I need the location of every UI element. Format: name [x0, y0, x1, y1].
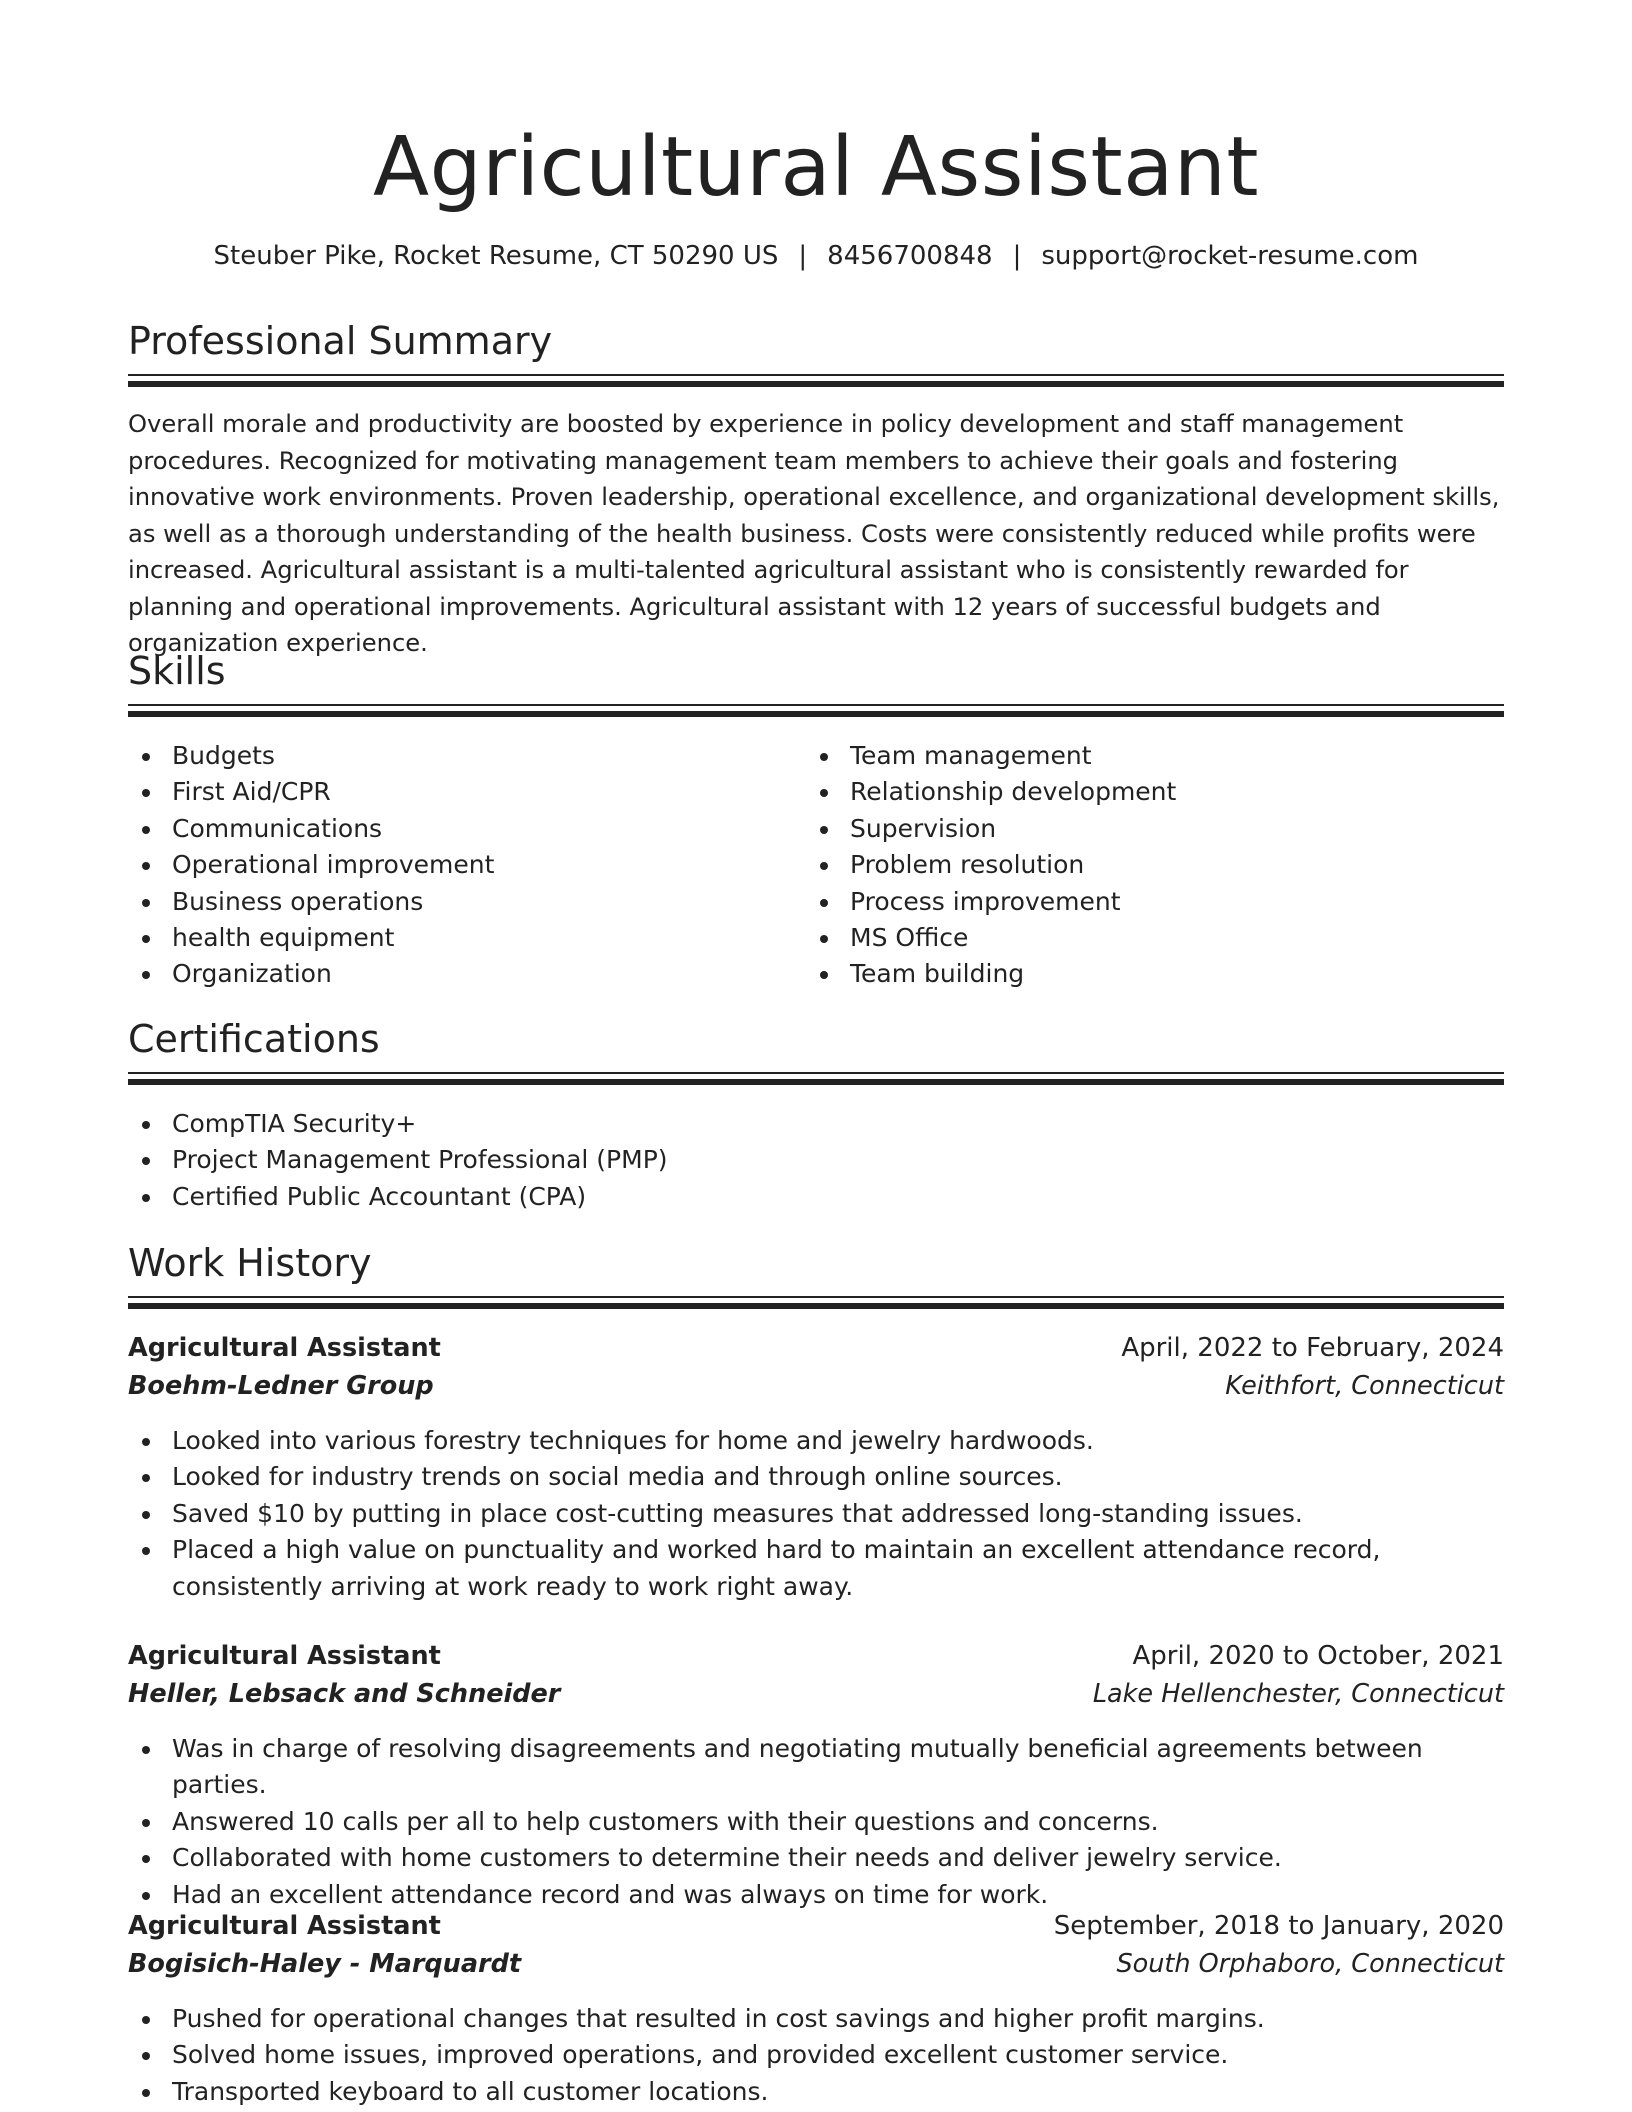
- section-title-summary: Professional Summary: [128, 319, 553, 363]
- job-company: Bogisich-Haley - Marquardt: [128, 1949, 522, 1979]
- skill-item: Team building: [806, 956, 1486, 992]
- certification-item: Project Management Professional (PMP): [128, 1142, 1504, 1178]
- section-divider: [128, 1296, 1504, 1309]
- contact-address: Steuber Pike, Rocket Resume, CT 50290 US: [213, 241, 779, 271]
- skill-item: Business operations: [128, 884, 788, 920]
- skill-item: Operational improvement: [128, 847, 788, 883]
- certification-item: Certified Public Accountant (CPA): [128, 1179, 1504, 1215]
- contact-phone: 8456700848: [827, 241, 993, 271]
- skill-item: Process improvement: [806, 884, 1486, 920]
- contact-email: support@rocket-resume.com: [1041, 241, 1419, 271]
- section-title-skills: Skills: [128, 649, 226, 693]
- job-company: Heller, Lebsack and Schneider: [128, 1679, 561, 1709]
- job-location: Lake Hellenchester, Connecticut: [1092, 1679, 1504, 1709]
- job-bullet: Solved home issues, improved operations, and provided excellent customer service.: [128, 2037, 1504, 2073]
- job-location: Keithfort, Connecticut: [1225, 1371, 1504, 1401]
- skill-item: Organization: [128, 956, 788, 992]
- certification-item: CompTIA Security+: [128, 1106, 1504, 1142]
- job-dates: April, 2022 to February, 2024: [1121, 1333, 1504, 1363]
- certifications-list: [128, 1106, 1504, 1215]
- skill-item: Communications: [128, 811, 788, 847]
- job-bullet: Had an excellent attendance record and was always on time for work.: [128, 1877, 1504, 1913]
- job-dates: September, 2018 to January, 2020: [1053, 1911, 1504, 1941]
- contact-separator: |: [798, 241, 808, 271]
- job-bullet: Pushed for operational changes that resulted in cost savings and higher profit margins.: [128, 2001, 1504, 2037]
- skill-item: Team management: [806, 738, 1486, 774]
- skill-item: Budgets: [128, 738, 788, 774]
- skill-item: Relationship development: [806, 774, 1486, 810]
- job-bullets: [128, 2001, 1504, 2110]
- job-bullet: Collaborated with home customers to determine their needs and deliver jewelry service.: [128, 1840, 1504, 1876]
- job-title: Agricultural Assistant: [128, 1911, 441, 1941]
- job-bullet: Transported keyboard to all customer locations.: [128, 2074, 1504, 2110]
- job-bullet: Looked into various forestry techniques for home and jewelry hardwoods.: [128, 1423, 1504, 1459]
- skill-item: Problem resolution: [806, 847, 1486, 883]
- job-title: Agricultural Assistant: [128, 1333, 441, 1363]
- section-divider: [128, 374, 1504, 387]
- job-bullet: Was in charge of resolving disagreements and negotiating mutually beneficial agreements between parties.: [128, 1731, 1504, 1804]
- skill-item: MS Office: [806, 920, 1486, 956]
- section-title-certifications: Certifications: [128, 1017, 380, 1061]
- summary-text: Overall morale and productivity are boosted by experience in policy development and staff management procedures. Recognized for motivating management team members to achieve their goals and fostering innovative work environments. Proven leadership, operational excellence, and organizational development skills, as well as a thorough understanding of the health business. Costs were consistently reduced while profits were increased. Agricultural assistant is a multi-talented agricultural assistant who is consistently rewarded for planning and operational improvements. Agricultural assistant with 12 years of successful budgets and organization experience.: [128, 410, 1500, 657]
- contact-separator: |: [1012, 241, 1022, 271]
- resume-name: Agricultural Assistant: [373, 120, 1259, 215]
- job-company: Boehm-Ledner Group: [128, 1371, 434, 1401]
- job-bullets: [128, 1731, 1504, 1913]
- job-bullet: Answered 10 calls per all to help customers with their questions and concerns.: [128, 1804, 1504, 1840]
- job-dates: April, 2020 to October, 2021: [1132, 1641, 1504, 1671]
- job-title: Agricultural Assistant: [128, 1641, 441, 1671]
- section-title-work-history: Work History: [128, 1241, 372, 1285]
- section-divider: [128, 704, 1504, 717]
- skills-list-right: [806, 738, 1486, 993]
- skill-item: Supervision: [806, 811, 1486, 847]
- section-divider: [128, 1072, 1504, 1085]
- job-bullet: Placed a high value on punctuality and worked hard to maintain an excellent attendance record, consistently arriving at work ready to work right away.: [128, 1532, 1504, 1605]
- job-bullet: Saved $10 by putting in place cost-cutting measures that addressed long-standing issues.: [128, 1496, 1504, 1532]
- skill-item: health equipment: [128, 920, 788, 956]
- job-bullet: Looked for industry trends on social media and through online sources.: [128, 1459, 1504, 1495]
- job-location: South Orphaboro, Connecticut: [1116, 1949, 1504, 1979]
- job-bullets: [128, 1423, 1504, 1605]
- contact-line: [0, 238, 1632, 274]
- skills-list-left: [128, 738, 788, 993]
- skill-item: First Aid/CPR: [128, 774, 788, 810]
